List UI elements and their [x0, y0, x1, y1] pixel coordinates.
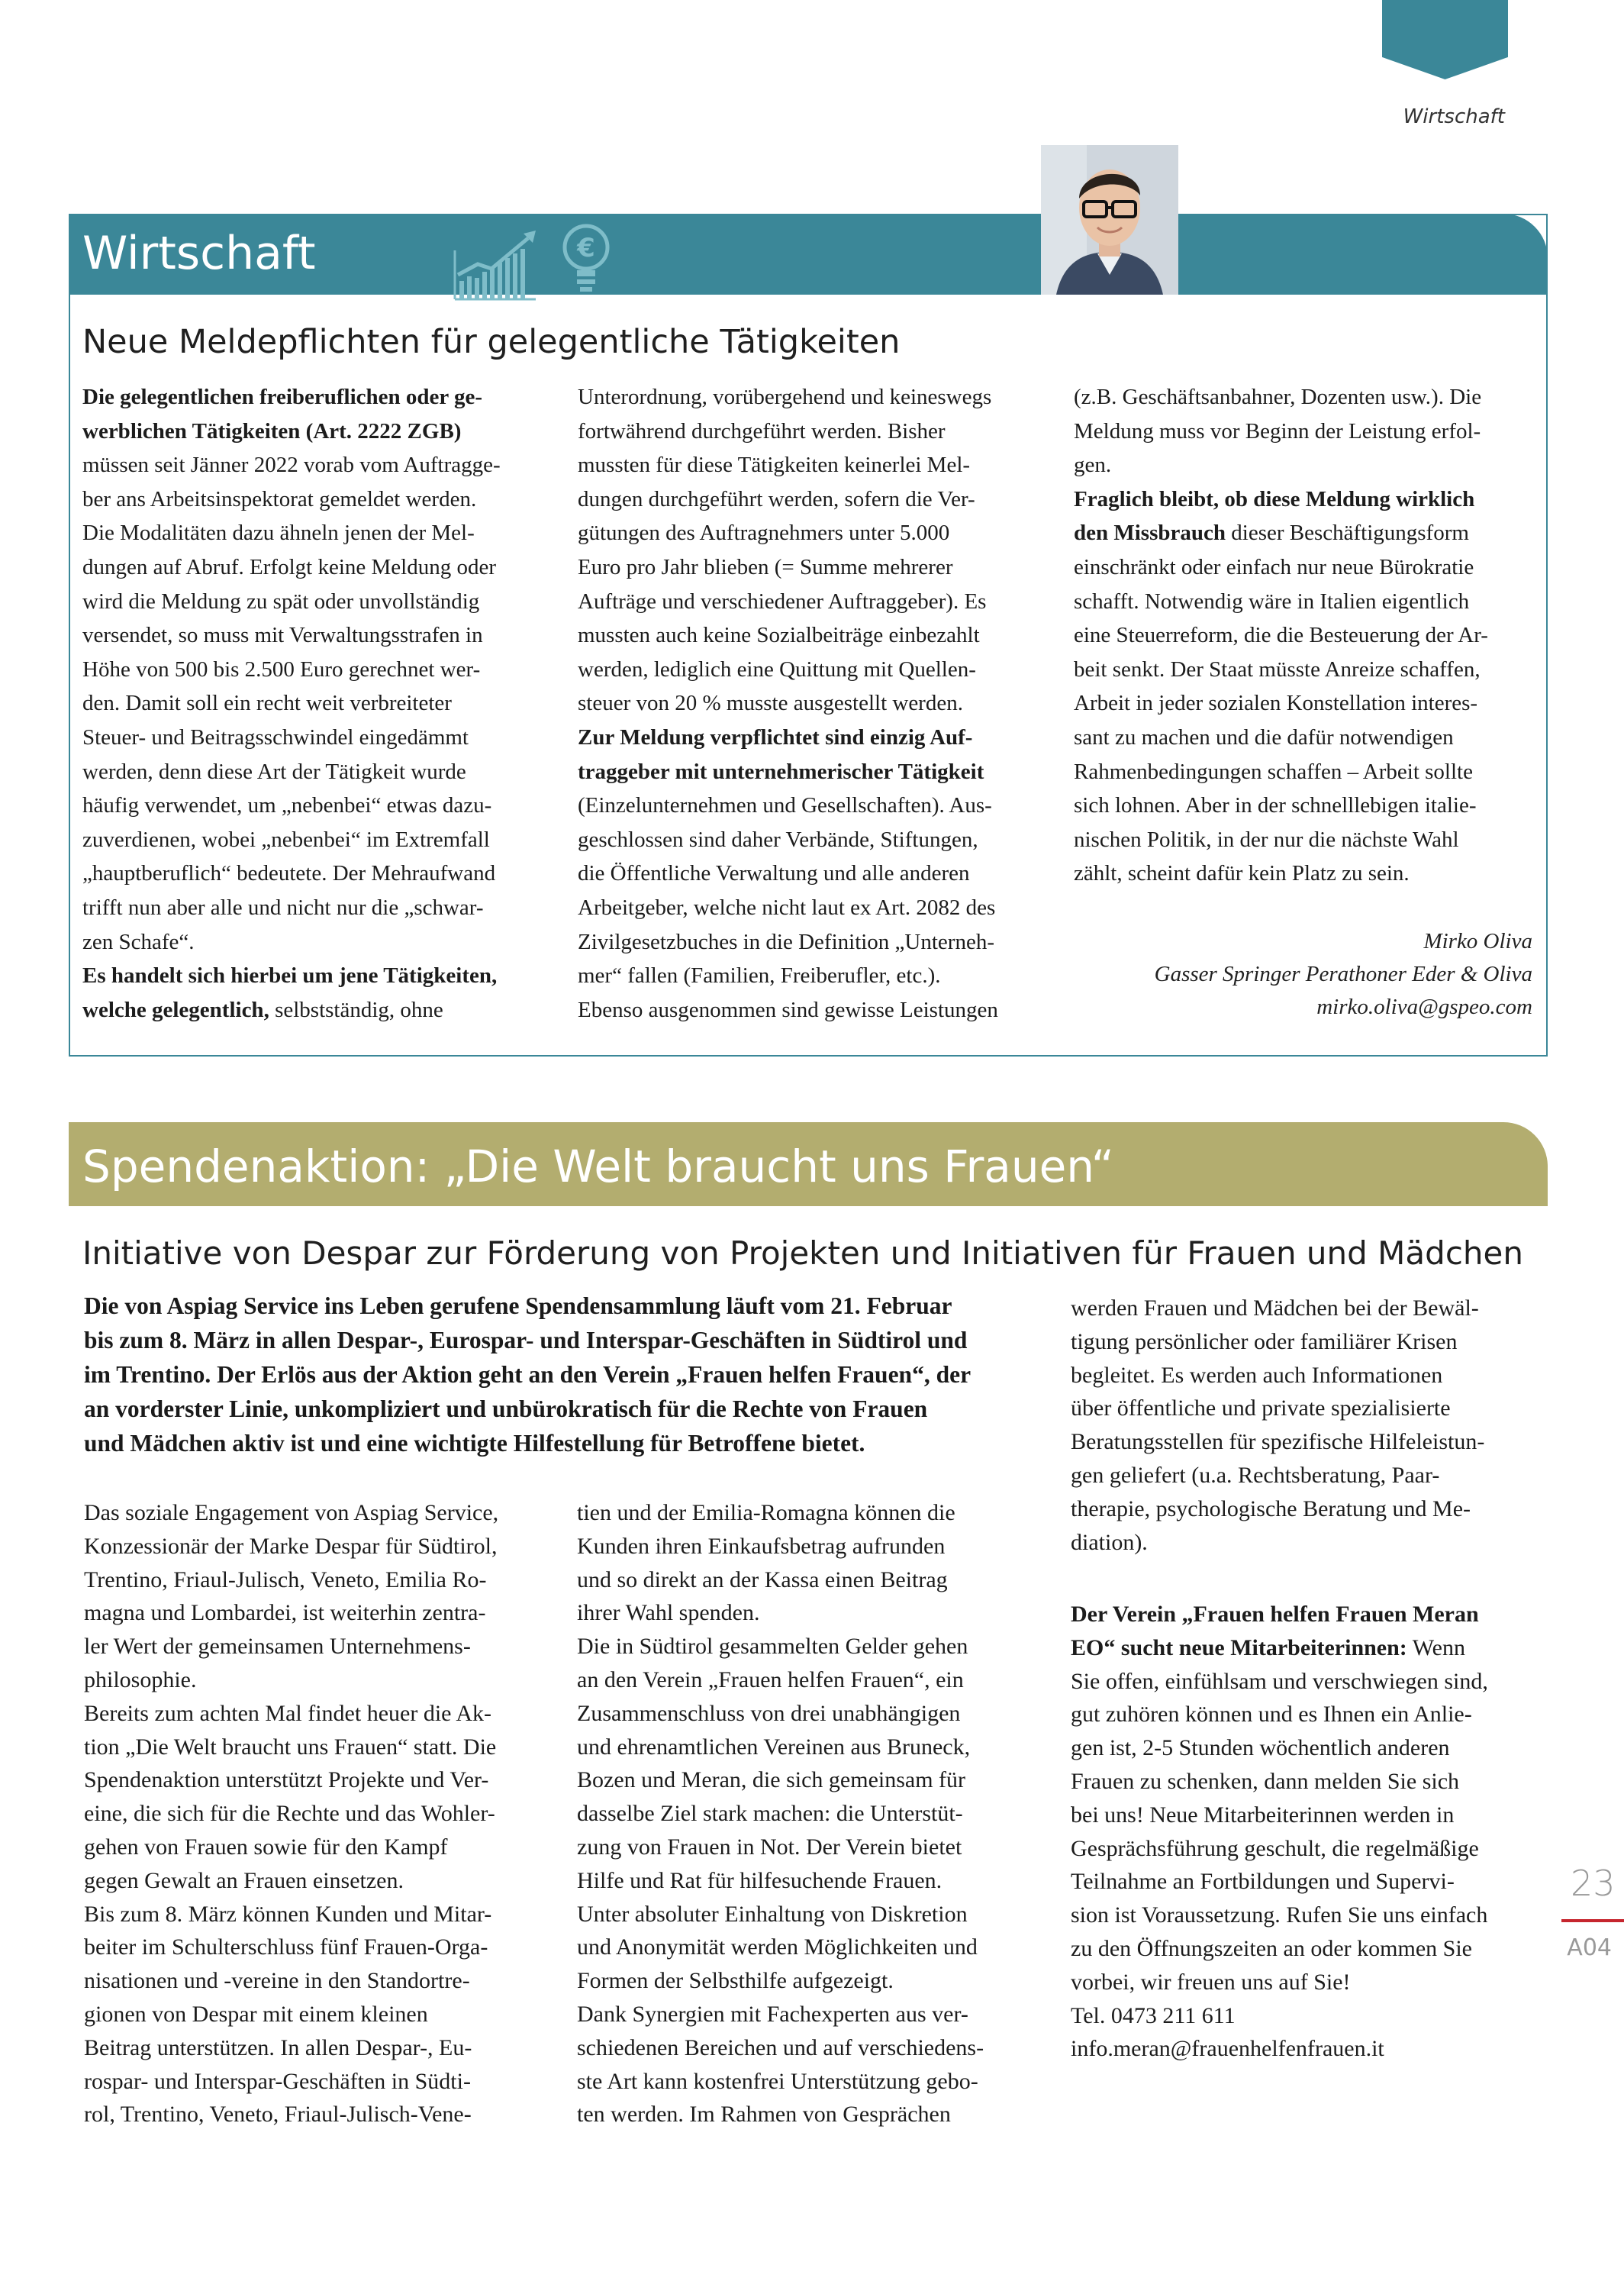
text-line	[1071, 1325, 1544, 1359]
text-run: ihrer Wahl spenden.	[577, 1600, 760, 1626]
text-line	[84, 1496, 557, 1530]
text-line	[577, 1831, 1050, 1864]
text-run: Die Modalitäten dazu ähneln jenen der Mel-	[82, 521, 475, 546]
text-line	[84, 1697, 557, 1731]
text-line	[84, 1663, 557, 1697]
text-run: Dank Synergien mit Fachexperten aus ver-	[577, 2001, 968, 2027]
text-line	[82, 516, 537, 550]
text-run: Tel. 0473 211 611	[1071, 2002, 1236, 2028]
text-line	[1074, 755, 1539, 789]
text-line	[82, 380, 537, 415]
text-line	[1071, 1799, 1544, 1832]
text-line	[82, 959, 537, 993]
text-line	[82, 823, 537, 857]
text-line	[1071, 1392, 1544, 1425]
text-line	[82, 857, 537, 891]
text-run: vorbei, wir freuen uns auf Sie!	[1071, 1969, 1351, 1995]
text-line	[578, 448, 1043, 482]
text-line	[84, 1864, 557, 1898]
bold-run: Die gelegentlichen freiberuflichen oder ge-	[82, 385, 483, 409]
text-line	[1071, 1292, 1544, 1325]
text-run: rol, Trentino, Veneto, Friaul-Julisch-Vene-	[84, 2102, 472, 2128]
text-line	[578, 550, 1043, 585]
text-line	[1074, 721, 1539, 755]
text-line	[1071, 1425, 1544, 1459]
author-name: Mirko Oliva	[1423, 929, 1532, 953]
text-line	[84, 1898, 557, 1931]
text-run: nisationen und -vereine in den Standortre-	[84, 1968, 470, 1994]
text-run: gütungen des Auftragnehmers unter 5.000	[578, 521, 950, 546]
text-run: Aufträge und verschiedener Auftraggeber). Es	[578, 589, 987, 614]
text-line	[1074, 585, 1539, 619]
text-line	[84, 1831, 557, 1864]
text-line	[578, 925, 1043, 960]
text-line	[1074, 823, 1539, 857]
text-run: rospar- und Interspar-Geschäften in Südti-	[84, 2068, 471, 2094]
text-run: Frauen zu schenken, dann melden Sie sich	[1071, 1768, 1460, 1794]
text-line	[84, 1530, 557, 1563]
text-line	[578, 959, 1043, 993]
text-run: über öffentliche und private spezialisierte	[1071, 1395, 1451, 1421]
text-run: Ebenso ausgenommen sind gewisse Leistungen	[578, 997, 998, 1022]
text-run: Meldung muss vor Beginn der Leistung erfol-	[1074, 418, 1481, 444]
text-line	[1074, 380, 1539, 415]
text-run: und ehrenamtlichen Vereinen aus Bruneck,	[577, 1734, 971, 1760]
bold-run: werblichen Tätigkeiten (Art. 2222 ZGB)	[82, 418, 462, 444]
text-line	[578, 618, 1043, 653]
text-line	[84, 1630, 557, 1663]
text-line	[84, 2098, 557, 2131]
text-run: und so direkt an der Kassa einen Beitrag	[577, 1566, 948, 1592]
lead-line: und Mädchen aktiv ist und eine wichtigte Hilfestellung für Betroffene bietet.	[84, 1430, 865, 1457]
text-run: trifft nun aber alle und nicht nur die „schwar-	[82, 895, 484, 920]
text-line	[577, 2065, 1050, 2099]
text-run: gen ist, 2-5 Stunden wöchentlich anderen	[1071, 1735, 1450, 1761]
bold-run: traggeber mit unternehmerischer Tätigkeit	[578, 759, 984, 784]
text-run: Arbeitgeber, welche nicht laut ex Art. 2082 des	[578, 895, 996, 920]
text-line	[84, 1731, 557, 1764]
text-run: (z.B. Geschäftsanbahner, Dozenten usw.). Die	[1074, 385, 1482, 409]
text-run: ste Art kann kostenfrei Unterstützung gebo-	[577, 2068, 978, 2094]
text-line	[1074, 516, 1539, 550]
text-line	[82, 618, 537, 653]
text-line	[577, 1797, 1050, 1831]
text-line	[82, 550, 537, 585]
text-run: Hilfe und Rat für hilfesuchende Frauen.	[577, 1867, 942, 1893]
text-run: begleitet. Es werden auch Informationen	[1071, 1362, 1443, 1388]
text-run: gen geliefert (u.a. Rechtsberatung, Paar-	[1071, 1462, 1440, 1488]
text-line	[1074, 857, 1539, 891]
text-line	[578, 482, 1043, 517]
svg-text:€: €	[577, 233, 595, 263]
text-run: Höhe von 500 bis 2.500 Euro gerechnet wer-	[82, 657, 481, 682]
text-line	[578, 823, 1043, 857]
text-line	[577, 1898, 1050, 1931]
text-line	[1071, 1865, 1544, 1899]
text-line	[82, 686, 537, 721]
text-run: gehen von Frauen sowie für den Kampf	[84, 1834, 448, 1860]
text-line	[82, 925, 537, 960]
text-line	[578, 891, 1043, 925]
text-line	[84, 1998, 557, 2031]
text-line	[1071, 1765, 1544, 1799]
text-run: Teilnahme an Fortbildungen und Supervi-	[1071, 1869, 1455, 1895]
text-run: Gesprächsführung geschult, die regelmäßige	[1071, 1835, 1479, 1861]
text-run: zen Schafe“.	[82, 929, 195, 954]
text-line	[1071, 1631, 1544, 1665]
text-line	[1074, 618, 1539, 653]
text-line	[1074, 653, 1539, 687]
text-line	[578, 653, 1043, 687]
bold-run: Es handelt sich hierbei um jene Tätigkeiten,	[82, 963, 498, 989]
page-number: 23	[1571, 1863, 1616, 1904]
lead-line: im Trentino. Der Erlös aus der Aktion geht an den Verein „Frauen helfen Frauen“, der	[84, 1361, 972, 1388]
text-line	[577, 1731, 1050, 1764]
bold-run: Zur Meldung verpflichtet sind einzig Auf-	[578, 724, 973, 750]
text-run: bei uns! Neue Mitarbeiterinnen werden in	[1071, 1802, 1455, 1828]
text-line	[577, 1998, 1050, 2031]
text-run: Beitrag unterstützen. In allen Despar-, Eu-	[84, 2034, 472, 2060]
article2-headline: Initiative von Despar zur Förderung von Projekten und Initiativen für Frauen und Mädchen	[82, 1234, 1523, 1272]
text-line	[578, 415, 1043, 449]
section-label: Wirtschaft	[1403, 105, 1505, 128]
text-run: zu den Öffnungszeiten an oder kommen Sie	[1071, 1935, 1472, 1961]
text-line	[577, 1530, 1050, 1563]
text-line	[577, 2031, 1050, 2065]
text-line	[577, 1630, 1050, 1663]
text-run: eine, die sich für die Rechte und das Wohler-	[84, 1801, 495, 1827]
text-run: gut zuhören können und es Ihnen ein Anlie-	[1071, 1702, 1472, 1728]
text-run: dungen auf Abruf. Erfolgt keine Meldung oder	[82, 554, 496, 579]
text-run: Arbeit in jeder sozialen Konstellation interes-	[1074, 691, 1478, 716]
text-line	[82, 891, 537, 925]
text-run: Konzessionär der Marke Despar für Südtirol,	[84, 1533, 498, 1559]
text-run: Bis zum 8. März können Kunden und Mitar-	[84, 1901, 492, 1927]
text-run: Rahmenbedingungen schaffen – Arbeit sollte	[1074, 759, 1473, 784]
text-line	[577, 2098, 1050, 2131]
text-run: beiter im Schulterschluss fünf Frauen-Orga-	[84, 1934, 488, 1960]
text-line	[1071, 1665, 1544, 1699]
text-line	[1071, 1966, 1544, 1999]
text-run: ber ans Arbeitsinspektorat gemeldet werden.	[82, 486, 477, 511]
text-line	[1071, 1932, 1544, 1966]
text-run: gen.	[1074, 453, 1112, 478]
spendenaktion-bar-title: Spendenaktion: „Die Welt braucht uns Frauen“	[82, 1140, 1114, 1192]
text-line	[578, 686, 1043, 721]
text-line	[1074, 789, 1539, 823]
text-run: die Öffentliche Verwaltung und alle anderen	[578, 861, 970, 886]
text-line	[577, 1697, 1050, 1731]
article1-column-3	[1074, 380, 1539, 891]
text-line	[578, 516, 1043, 550]
article2-lead	[84, 1289, 1047, 1460]
text-run: Bereits zum achten Mal findet heuer die Ak-	[84, 1700, 491, 1726]
text-run: Wenn	[1406, 1634, 1465, 1660]
text-line	[1071, 1999, 1544, 2033]
text-line	[1071, 1899, 1544, 1932]
text-run: mer“ fallen (Familien, Freiberufler, etc.).	[578, 963, 941, 989]
text-run: einschränkt oder einfach nur neue Bürokratie	[1074, 554, 1474, 579]
text-run: schiedenen Bereichen und auf verschiedens-	[577, 2034, 984, 2060]
text-run: Unter absoluter Einhaltung von Diskretion	[577, 1901, 968, 1927]
text-run: an den Verein „Frauen helfen Frauen“, ein	[577, 1666, 964, 1692]
text-line	[84, 1931, 557, 1964]
text-run: geschlossen sind daher Verbände, Stiftungen,	[578, 827, 978, 852]
text-run: Beratungsstellen für spezifische Hilfeleistun-	[1071, 1429, 1485, 1455]
article2-column-3-bottom	[1071, 1598, 1544, 2066]
text-run: selbstständig, ohne	[269, 997, 443, 1022]
text-run: Kunden ihren Einkaufsbetrag aufrunden	[577, 1533, 946, 1559]
text-line	[82, 482, 537, 517]
text-run: zählt, scheint dafür kein Platz zu sein.	[1074, 861, 1410, 886]
text-line	[577, 1596, 1050, 1630]
text-run: gegen Gewalt an Frauen einsetzen.	[84, 1867, 404, 1893]
article1-column-2	[578, 380, 1043, 1027]
lead-line: Die von Aspiag Service ins Leben gerufene Spendensammlung läuft vom 21. Februar	[84, 1292, 952, 1319]
text-run: sion ist Voraussetzung. Rufen Sie uns einfach	[1071, 1902, 1488, 1928]
text-line	[1071, 1492, 1544, 1526]
text-line	[578, 380, 1043, 415]
author-photo	[1041, 145, 1178, 295]
bold-run: Der Verein „Frauen helfen Frauen Meran	[1071, 1602, 1479, 1627]
text-run: Die in Südtirol gesammelten Gelder gehen	[577, 1634, 968, 1660]
author-signature	[1068, 925, 1532, 1024]
text-line	[82, 993, 537, 1028]
text-run: sant zu machen und die dafür notwendigen	[1074, 724, 1454, 750]
text-run: therapie, psychologische Beratung und Me-	[1071, 1495, 1471, 1521]
text-run: Zusammenschluss von drei unabhängigen	[577, 1700, 961, 1726]
text-line	[1071, 1832, 1544, 1866]
text-line	[577, 1864, 1050, 1898]
text-line	[1071, 2032, 1544, 2066]
text-run: schafft. Notwendig wäre in Italien eigentlich	[1074, 589, 1470, 614]
text-line	[82, 789, 537, 823]
text-run: werden, denn diese Art der Tätigkeit wurde	[82, 759, 466, 784]
text-line	[1074, 686, 1539, 721]
text-run: versendet, so muss mit Verwaltungsstrafen in	[82, 623, 483, 648]
text-run: tien und der Emilia-Romagna können die	[577, 1500, 955, 1525]
text-line	[577, 1563, 1050, 1597]
text-run: müssen seit Jänner 2022 vorab vom Auftragge-	[82, 453, 501, 478]
text-run: zuverdienen, wobei „nebenbei“ im Extremfall	[82, 827, 490, 852]
text-run: dungen durchgeführt werden, sofern die Ver-	[578, 486, 975, 511]
text-run: mussten auch keine Sozialbeiträge einbezahlt	[578, 623, 980, 648]
text-run: steuer von 20 % musste ausgestellt werden.	[578, 691, 963, 716]
text-run: Sie offen, einfühlsam und verschwiegen sind,	[1071, 1668, 1488, 1694]
text-line	[84, 1596, 557, 1630]
text-line	[84, 1563, 557, 1597]
text-run: gionen von Despar mit einem kleinen	[84, 2001, 428, 2027]
bold-run: EO“ sucht neue Mitarbeiterinnen:	[1071, 1634, 1407, 1660]
text-run: und Anonymität werden Möglichkeiten und	[577, 1934, 978, 1960]
bold-run: den Missbrauch	[1074, 521, 1226, 546]
article1-headline: Neue Meldepflichten für gelegentliche Tätigkeiten	[82, 323, 901, 361]
author-email: mirko.oliva@gspeo.com	[1316, 995, 1532, 1019]
text-run: mussten für diese Tätigkeiten keinerlei Mel-	[578, 453, 971, 478]
article2-column-3-top	[1071, 1292, 1544, 1559]
text-line	[1071, 1731, 1544, 1765]
chart-icon	[452, 227, 539, 301]
text-line	[1071, 1698, 1544, 1731]
text-line	[1071, 1598, 1544, 1631]
text-line	[577, 1496, 1050, 1530]
lead-line: bis zum 8. März in allen Despar-, Eurospar- und Interspar-Geschäften in Südtirol und	[84, 1327, 968, 1353]
text-run: nischen Politik, in der nur die nächste Wahl	[1074, 827, 1459, 852]
text-line	[84, 2065, 557, 2099]
text-run: dasselbe Ziel stark machen: die Unterstüt-	[577, 1801, 963, 1827]
text-run: fortwährend durchgeführt werden. Bisher	[578, 418, 946, 444]
text-run: Steuer- und Beitragsschwindel eingedämmt	[82, 724, 469, 750]
text-line	[578, 993, 1043, 1028]
page-number-rule	[1561, 1919, 1624, 1922]
text-run: Trentino, Friaul-Julisch, Veneto, Emilia Ro-	[84, 1566, 487, 1592]
wirtschaft-bar-title: Wirtschaft	[82, 227, 316, 280]
text-run: philosophie.	[84, 1666, 197, 1692]
text-line	[82, 415, 537, 449]
text-run: werden, lediglich eine Quittung mit Quellen-	[578, 657, 976, 682]
article2-column-1	[84, 1496, 557, 2131]
text-line	[1074, 482, 1539, 517]
text-run: Bozen und Meran, die sich gemeinsam für	[577, 1767, 966, 1793]
lightbulb-euro-icon	[559, 221, 614, 296]
article2-column-2	[577, 1496, 1050, 2131]
text-run: diation).	[1071, 1529, 1148, 1555]
text-line	[577, 1931, 1050, 1964]
text-run: ten werden. Im Rahmen von Gesprächen	[577, 2102, 951, 2128]
text-line	[1071, 1459, 1544, 1492]
text-run: Spendenaktion unterstützt Projekte und Ver-	[84, 1767, 489, 1793]
text-line	[84, 1763, 557, 1797]
text-line	[82, 755, 537, 789]
top-section-tab	[1382, 0, 1508, 79]
text-line	[1074, 415, 1539, 449]
text-run: magna und Lombardei, ist weiterhin zentra-	[84, 1600, 486, 1626]
text-run: tigung persönlicher oder familiärer Krisen	[1071, 1328, 1458, 1354]
text-line	[82, 653, 537, 687]
bold-run: Fraglich bleibt, ob diese Meldung wirklich	[1074, 486, 1475, 511]
text-line	[1071, 1526, 1544, 1560]
text-run: dieser Beschäftigungsform	[1226, 521, 1469, 546]
text-line	[82, 448, 537, 482]
text-run: eine Steuerreform, die die Besteuerung der Ar-	[1074, 623, 1488, 648]
text-line	[84, 1797, 557, 1831]
text-line	[578, 721, 1043, 755]
text-line	[82, 721, 537, 755]
bold-run: welche gelegentlich,	[82, 997, 269, 1022]
text-line	[84, 2031, 557, 2065]
text-line	[1071, 1359, 1544, 1392]
text-run: zung von Frauen in Not. Der Verein bietet	[577, 1834, 962, 1860]
text-line	[578, 857, 1043, 891]
text-line	[82, 585, 537, 619]
text-run: tion „Die Welt braucht uns Frauen“ statt. Die	[84, 1734, 497, 1760]
text-line	[578, 755, 1043, 789]
text-run: ler Wert der gemeinsamen Unternehmens-	[84, 1634, 471, 1660]
text-run: sich lohnen. Aber in der schnelllebigen italie-	[1074, 793, 1477, 818]
text-line	[1074, 448, 1539, 482]
text-run: Formen der Selbsthilfe aufgezeigt.	[577, 1968, 894, 1994]
text-run: beit senkt. Der Staat müsste Anreize schaffen,	[1074, 657, 1481, 682]
text-line	[577, 1663, 1050, 1697]
text-run: Zivilgesetzbuches in die Definition „Unterneh-	[578, 929, 994, 954]
text-line	[577, 1763, 1050, 1797]
text-run: Euro pro Jahr blieben (= Summe mehrerer	[578, 554, 953, 579]
lead-line: an vorderster Linie, unkompliziert und unbürokratisch für die Rechte von Frauen	[84, 1395, 928, 1422]
text-run: wird die Meldung zu spät oder unvollständig	[82, 589, 480, 614]
text-run: (Einzelunternehmen und Gesellschaften). Aus-	[578, 793, 992, 818]
author-firm: Gasser Springer Perathoner Eder & Oliva	[1154, 962, 1532, 986]
text-run: häufig verwendet, um „nebenbei“ etwas dazu-	[82, 793, 492, 818]
text-line	[84, 1964, 557, 1998]
text-line	[577, 1964, 1050, 1998]
text-line	[1074, 550, 1539, 585]
article1-column-1	[82, 380, 537, 1027]
text-run: Unterordnung, vorübergehend und keineswegs	[578, 385, 992, 409]
page-code: A04	[1567, 1934, 1612, 1961]
text-line	[578, 585, 1043, 619]
text-run: Das soziale Engagement von Aspiag Service,	[84, 1500, 499, 1525]
text-line	[578, 789, 1043, 823]
text-run: den. Damit soll ein recht weit verbreiteter	[82, 691, 452, 716]
text-run: werden Frauen und Mädchen bei der Bewäl-	[1071, 1295, 1479, 1321]
text-run: „hauptberuflich“ bedeutete. Der Mehraufwand	[82, 861, 496, 886]
text-run: info.meran@frauenhelfenfrauen.it	[1071, 2036, 1384, 2062]
